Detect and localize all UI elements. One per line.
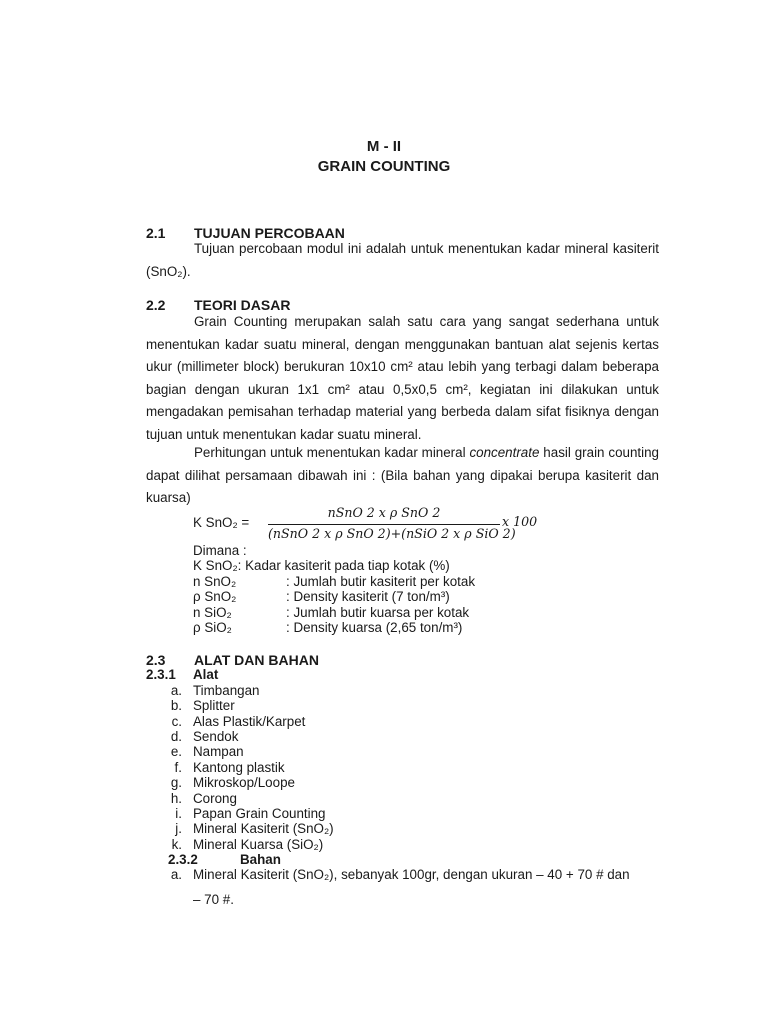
formula-denominator: (nSnO 2 x ρ SnO 2)+(nSiO 2 x ρ SiO 2) [268,526,516,541]
def-symbol: ρ SnO₂ [193,589,237,604]
list-item: Splitter [193,698,235,713]
list-item-letter: b. [170,698,182,713]
list-item: Mineral Kasiterit (SnO₂) [193,821,334,836]
formula-numerator: nSnO 2 x ρ SnO 2 [327,505,441,520]
list-item-letter: k. [171,837,182,852]
def-symbol: ρ SiO₂ [193,620,232,635]
list-item-letter: a. [170,867,182,882]
list-item-continuation: – 70 #. [193,892,234,907]
subsection-number: 2.3.2 [168,852,198,867]
ksno2-definition: K SnO₂: Kadar kasiterit pada tiap kotak (%) [193,558,450,573]
list-item: Sendok [193,729,239,744]
def-description: : Density kasiterit (7 ton/m³) [286,589,450,604]
list-item: Mikroskop/Loope [193,775,295,790]
list-item-letter: h. [170,791,182,806]
list-item: Nampan [193,744,244,759]
section-paragraph [146,311,659,447]
list-item-letter: j. [175,821,182,836]
dimana-label: Dimana : [193,543,247,558]
document-title: GRAIN COUNTING [317,158,451,175]
section-number: 2.3 [146,652,166,668]
list-item-letter: f. [174,760,182,775]
list-item-letter: i. [175,806,182,821]
def-description: : Jumlah butir kasiterit per kotak [286,574,476,589]
section-title: ALAT DAN BAHAN [194,652,319,668]
list-item-letter: g. [170,775,182,790]
section-number: 2.1 [146,225,166,241]
fraction-bar [268,524,500,525]
section-number: 2.2 [146,297,166,313]
section-paragraph [146,238,659,283]
emphasis-text: concentrate [469,445,540,460]
list-item: Alas Plastik/Karpet [193,714,306,729]
subsection-number: 2.3.1 [146,667,176,682]
list-item-letter: d. [170,729,182,744]
paragraph-text: Grain Counting merupakan salah satu cara yang sangat sederhana untuk menentukan kadar suatu mineral, dengan menggunakan bantuan alat sejenis kertas ukur (millimeter block) berukuran 10x10 cm² atau lebih yang terbagi dalam beberapa bagian dengan ukuran 1x1 cm² atau 0,5x0,5 cm², kegiatan ini dilakukan untuk mengadakan pemisahan terhadap material yang berbeda dalam sifat fisiknya dengan tujuan untuk menentukan kadar suatu mineral. [146,314,659,442]
list-item: Mineral Kasiterit (SnO₂), sebanyak 100gr, dengan ukuran – 40 + 70 # dan [193,867,630,882]
list-item-letter: a. [170,683,182,698]
def-symbol: n SnO₂ [193,574,237,589]
list-item: Kantong plastik [193,760,285,775]
list-item-letter: e. [170,744,182,759]
subsection-title: Bahan [240,852,281,867]
def-symbol: n SiO₂ [193,605,232,620]
paragraph-text: hasil grain counting dapat dilihat persamaan dibawah ini : (Bila bahan yang dipakai berupa kasiterit dan kuarsa) [146,445,659,506]
section-paragraph [146,442,659,510]
section-title: TEORI DASAR [194,297,291,313]
list-item: Mineral Kuarsa (SiO₂) [193,837,324,852]
list-item: Papan Grain Counting [193,806,326,821]
paragraph-text: Tujuan percobaan modul ini adalah untuk menentukan kadar mineral kasiterit (SnO₂). [146,241,659,279]
def-description: : Density kuarsa (2,65 ton/m³) [286,620,463,635]
list-item-letter: c. [171,714,182,729]
module-code: M - II [366,138,402,155]
def-description: : Jumlah butir kuarsa per kotak [286,605,470,620]
formula-multiplier: x 100 [502,514,538,529]
section-title: TUJUAN PERCOBAAN [194,225,345,241]
paragraph-text: Perhitungan untuk menentukan kadar mineral [194,445,470,460]
list-item: Corong [193,791,237,806]
list-item: Timbangan [193,683,260,698]
formula-fraction [268,505,516,541]
subsection-title: Alat [193,667,219,682]
formula-lhs: K SnO₂ = [193,515,250,530]
